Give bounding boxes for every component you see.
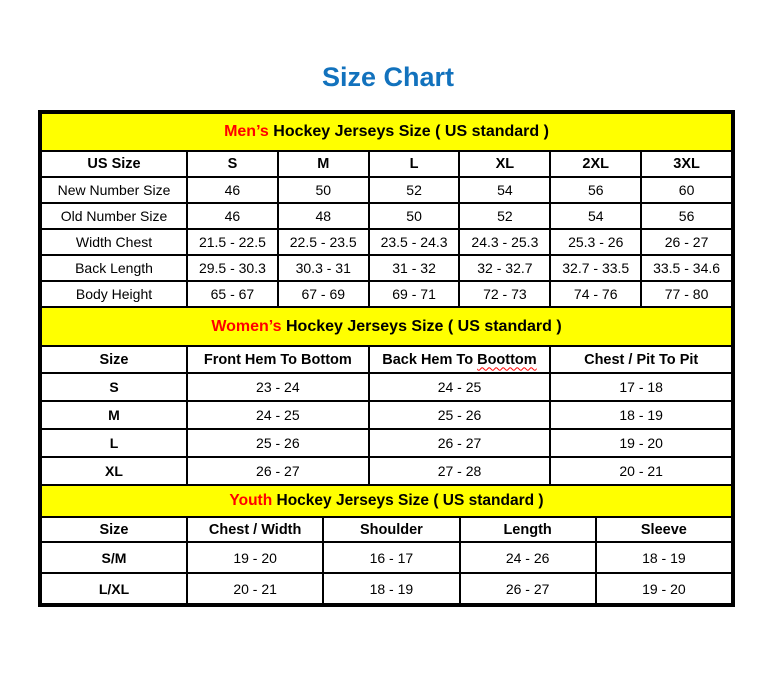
mens-header-cell: S (187, 151, 278, 177)
value-cell: 52 (459, 203, 550, 229)
value-cell: 30.3 - 31 (278, 255, 369, 281)
value-cell: 26 - 27 (460, 573, 596, 604)
value-cell: 29.5 - 30.3 (187, 255, 278, 281)
size-chart (38, 110, 735, 607)
value-cell: 20 - 21 (187, 573, 323, 604)
youth-header-cell: Chest / Width (187, 517, 323, 542)
youth-header-cell: Length (460, 517, 596, 542)
youth-header-cell: Size (41, 517, 187, 542)
row-label: L/XL (41, 573, 187, 604)
womens-band-row (41, 308, 732, 346)
table-row (41, 401, 732, 429)
mens-band (41, 113, 732, 151)
youth-header-cell: Sleeve (596, 517, 732, 542)
value-cell: 26 - 27 (641, 229, 732, 255)
womens-header-cell: Front Hem To Bottom (187, 346, 369, 373)
table-row (41, 373, 732, 401)
value-cell: 18 - 19 (596, 542, 732, 573)
table-row (41, 255, 732, 281)
table-row (41, 573, 732, 604)
value-cell: 25 - 26 (187, 429, 369, 457)
womens-band-highlight: Women’s (211, 317, 282, 335)
value-cell: 54 (550, 203, 641, 229)
row-label: Old Number Size (41, 203, 187, 229)
value-cell: 24 - 26 (460, 542, 596, 573)
value-cell: 46 (187, 177, 278, 203)
row-label: Width Chest (41, 229, 187, 255)
row-label: L (41, 429, 187, 457)
row-label: XL (41, 457, 187, 485)
back-hem-misspelled-word: Boottom (477, 351, 537, 368)
value-cell: 52 (369, 177, 460, 203)
table-row (41, 457, 732, 485)
value-cell: 16 - 17 (323, 542, 459, 573)
mens-header-cell: XL (459, 151, 550, 177)
table-row (41, 203, 732, 229)
value-cell: 20 - 21 (550, 457, 732, 485)
value-cell: 50 (278, 177, 369, 203)
womens-band (41, 308, 732, 346)
table-row (41, 177, 732, 203)
value-cell: 18 - 19 (550, 401, 732, 429)
youth-size-table (40, 486, 733, 605)
womens-header-row (41, 346, 732, 373)
value-cell: 23.5 - 24.3 (369, 229, 460, 255)
value-cell: 25.3 - 26 (550, 229, 641, 255)
value-cell: 33.5 - 34.6 (641, 255, 732, 281)
womens-band-rest: Hockey Jerseys Size ( US standard ) (281, 317, 562, 335)
mens-header-cell: 3XL (641, 151, 732, 177)
value-cell: 69 - 71 (369, 281, 460, 307)
youth-band-row (41, 486, 732, 517)
row-label: New Number Size (41, 177, 187, 203)
value-cell: 54 (459, 177, 550, 203)
row-label: S (41, 373, 187, 401)
table-row (41, 542, 732, 573)
value-cell: 48 (278, 203, 369, 229)
value-cell: 56 (641, 203, 732, 229)
value-cell: 19 - 20 (187, 542, 323, 573)
value-cell: 46 (187, 203, 278, 229)
value-cell: 22.5 - 23.5 (278, 229, 369, 255)
row-label: M (41, 401, 187, 429)
row-label: Body Height (41, 281, 187, 307)
mens-size-table (40, 112, 733, 308)
table-row (41, 281, 732, 307)
row-label: Back Length (41, 255, 187, 281)
womens-size-table (40, 308, 733, 486)
mens-header-cell: US Size (41, 151, 187, 177)
value-cell: 24 - 25 (369, 373, 551, 401)
size-chart-page (0, 62, 776, 692)
value-cell: 21.5 - 22.5 (187, 229, 278, 255)
value-cell: 32.7 - 33.5 (550, 255, 641, 281)
womens-header-cell: Chest / Pit To Pit (550, 346, 732, 373)
table-row (41, 229, 732, 255)
page-title: Size Chart (321, 62, 455, 92)
value-cell: 65 - 67 (187, 281, 278, 307)
value-cell: 72 - 73 (459, 281, 550, 307)
value-cell: 19 - 20 (550, 429, 732, 457)
mens-header-row (41, 151, 732, 177)
value-cell: 18 - 19 (323, 573, 459, 604)
mens-header-cell: L (369, 151, 460, 177)
mens-header-cell: M (278, 151, 369, 177)
mens-band-row (41, 113, 732, 151)
value-cell: 50 (369, 203, 460, 229)
value-cell: 77 - 80 (641, 281, 732, 307)
womens-header-cell (369, 346, 551, 373)
value-cell: 60 (641, 177, 732, 203)
table-row (41, 429, 732, 457)
youth-band (41, 486, 732, 517)
value-cell: 31 - 32 (369, 255, 460, 281)
mens-band-rest: Hockey Jerseys Size ( US standard ) (268, 123, 549, 140)
value-cell: 23 - 24 (187, 373, 369, 401)
value-cell: 67 - 69 (278, 281, 369, 307)
youth-band-rest: Hockey Jerseys Size ( US standard ) (272, 492, 544, 509)
value-cell: 19 - 20 (596, 573, 732, 604)
value-cell: 32 - 32.7 (459, 255, 550, 281)
value-cell: 25 - 26 (369, 401, 551, 429)
value-cell: 56 (550, 177, 641, 203)
value-cell: 26 - 27 (187, 457, 369, 485)
youth-band-highlight: Youth (229, 492, 273, 509)
value-cell: 26 - 27 (369, 429, 551, 457)
value-cell: 24 - 25 (187, 401, 369, 429)
value-cell: 27 - 28 (369, 457, 551, 485)
back-hem-label: Back Hem To (382, 351, 478, 368)
mens-header-cell: 2XL (550, 151, 641, 177)
youth-header-cell: Shoulder (323, 517, 459, 542)
youth-header-row (41, 517, 732, 542)
row-label: S/M (41, 542, 187, 573)
womens-header-cell: Size (41, 346, 187, 373)
value-cell: 24.3 - 25.3 (459, 229, 550, 255)
value-cell: 17 - 18 (550, 373, 732, 401)
mens-band-highlight: Men’s (224, 123, 269, 140)
value-cell: 74 - 76 (550, 281, 641, 307)
